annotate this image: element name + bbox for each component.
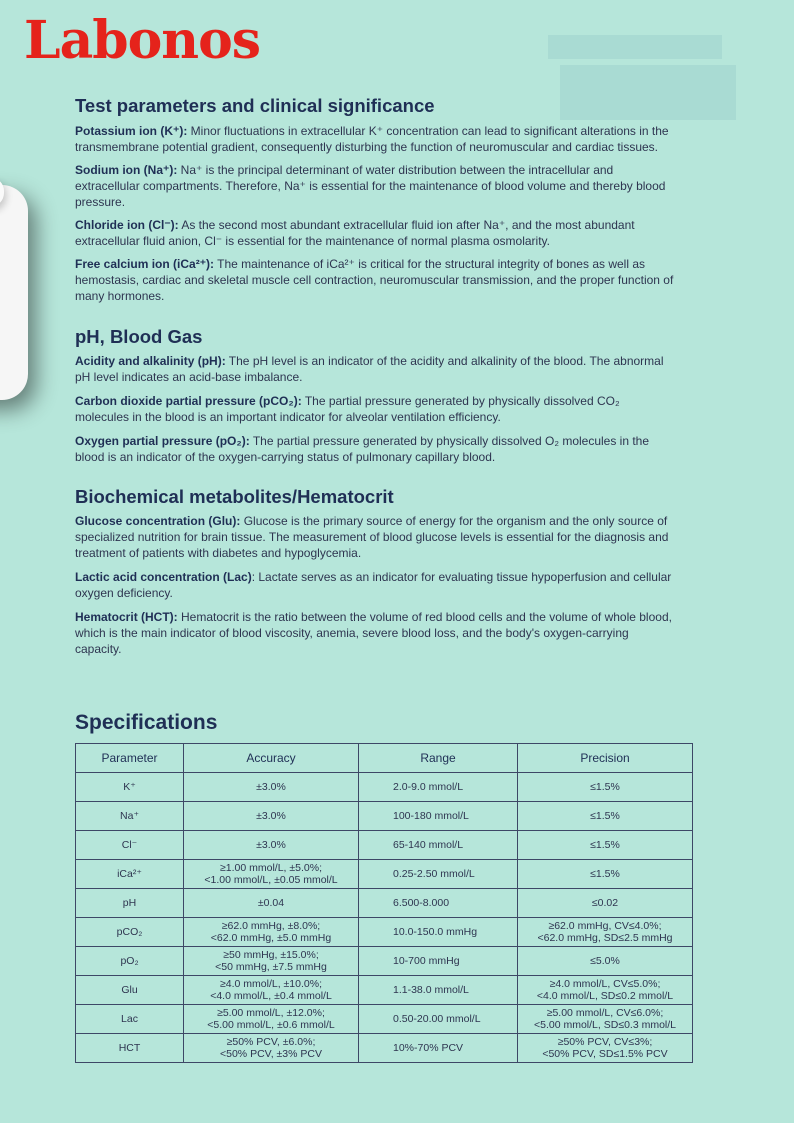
cell-range: 65-140 mmol/L	[359, 831, 518, 860]
cell-range: 10-700 mmHg	[359, 947, 518, 976]
cell-accuracy-line: <4.0 mmol/L, ±0.4 mmol/L	[210, 990, 332, 1002]
cell-precision	[518, 831, 693, 860]
section-title: Biochemical metabolites/Hematocrit	[75, 486, 394, 507]
brand-logo: Labonos	[24, 10, 261, 71]
term-description: As the second most abundant extracellular fluid ion after Na⁺, and the most abundant extracellular fluid anion, Cl⁻ is essential for the maintenance of normal plasma osmolarity.	[75, 218, 635, 248]
cell-precision	[518, 802, 693, 831]
cell-accuracy-line: ±3.0%	[256, 781, 286, 793]
term-description: : Lactate serves as an indicator for evaluating tissue hypoperfusion and cellular oxygen deficiency.	[75, 570, 672, 600]
section-test-parameters	[75, 93, 675, 304]
cell-accuracy-line: ±3.0%	[256, 839, 286, 851]
cell-accuracy	[184, 1005, 359, 1034]
cell-accuracy	[184, 860, 359, 889]
cell-precision-line: ≥50% PCV, CV≤3%;	[557, 1036, 653, 1048]
cell-precision-line: <4.0 mmol/L, SD≤0.2 mmol/L	[536, 990, 674, 1002]
term-label: Acidity and alkalinity (pH):	[75, 354, 226, 368]
cell-parameter: pH	[76, 889, 184, 918]
section-title: Test parameters and clinical significance	[75, 95, 435, 116]
cell-accuracy-line: <50% PCV, ±3% PCV	[220, 1048, 322, 1060]
cell-parameter: Glu	[76, 976, 184, 1005]
table-row	[76, 1005, 693, 1034]
table-body	[76, 773, 693, 1063]
header-precision: Precision	[518, 744, 693, 773]
cell-range: 2.0-9.0 mmol/L	[359, 773, 518, 802]
cell-precision-line: ≤1.5%	[590, 781, 620, 793]
cell-precision-line: ≤5.0%	[590, 955, 620, 967]
term-label: Hematocrit (HCT):	[75, 610, 178, 624]
section-title: pH, Blood Gas	[75, 326, 203, 347]
table-row	[76, 976, 693, 1005]
table-row	[76, 918, 693, 947]
cell-parameter: iCa²⁺	[76, 860, 184, 889]
term-description: Hematocrit is the ratio between the volume of red blood cells and the volume of whole blood, which is the main indicator of blood viscosity, anemia, severe blood loss, and the body's oxygen-carrying capacity.	[75, 610, 672, 656]
cell-parameter: pCO₂	[76, 918, 184, 947]
term-description: The maintenance of iCa²⁺ is critical for the structural integrity of bones as well as hemostasis, cardiac and skeletal muscle cell contraction, neuromuscular transmission, and the proper function of many hormones.	[75, 257, 674, 303]
specifications-table	[75, 743, 693, 1063]
cell-accuracy	[184, 802, 359, 831]
cell-range: 100-180 mmol/L	[359, 802, 518, 831]
cell-accuracy-line: ≥4.0 mmol/L, ±10.0%;	[220, 978, 322, 990]
cell-range: 1.1-38.0 mmol/L	[359, 976, 518, 1005]
cell-precision	[518, 860, 693, 889]
cell-accuracy	[184, 773, 359, 802]
table-row	[76, 947, 693, 976]
cell-accuracy	[184, 1034, 359, 1063]
term-label: Free calcium ion (iCa²⁺):	[75, 257, 215, 271]
cell-accuracy-line: ≥1.00 mmol/L, ±5.0%;	[220, 862, 322, 874]
cell-precision	[518, 918, 693, 947]
term-description: Na⁺ is the principal determinant of water distribution between the intracellular and extracellular compartments. Therefore, Na⁺ is essential for the maintenance of blood volume and thereby blood pressure.	[75, 163, 666, 209]
cell-accuracy-line: ≥5.00 mmol/L, ±12.0%;	[217, 1007, 325, 1019]
cell-precision-line: ≤1.5%	[590, 868, 620, 880]
table-row	[76, 831, 693, 860]
paragraph-lactate	[75, 569, 675, 601]
specifications-title: Specifications	[75, 711, 218, 734]
section-biochemical	[75, 484, 675, 657]
term-label: Chloride ion (Cl⁻):	[75, 218, 179, 232]
table-row	[76, 889, 693, 918]
table-row	[76, 802, 693, 831]
paragraph-calcium	[75, 256, 675, 304]
cell-precision-line: ≥5.00 mmol/L, CV≤6.0%;	[546, 1007, 664, 1019]
analyzer-device-image	[0, 185, 28, 400]
cell-parameter: Cl⁻	[76, 831, 184, 860]
cell-precision-line: <62.0 mmHg, SD≤2.5 mmHg	[537, 932, 673, 944]
paragraph-ph	[75, 353, 675, 385]
paragraph-pco2	[75, 393, 675, 425]
cell-accuracy	[184, 976, 359, 1005]
paragraph-hematocrit	[75, 609, 675, 657]
cell-range: 0.25-2.50 mmol/L	[359, 860, 518, 889]
cell-precision	[518, 1034, 693, 1063]
header-decor-block	[548, 35, 722, 59]
cell-precision	[518, 1005, 693, 1034]
cell-precision-line: ≥62.0 mmHg, CV≤4.0%;	[548, 920, 662, 932]
cell-accuracy-line: ≥50% PCV, ±6.0%;	[226, 1036, 316, 1048]
cell-accuracy-line: ≥62.0 mmHg, ±8.0%;	[221, 920, 321, 932]
cell-accuracy-line: ±0.04	[257, 897, 285, 909]
header-range: Range	[359, 744, 518, 773]
term-description: The partial pressure generated by physically dissolved CO₂ molecules in the blood is an important indicator for alveolar ventilation efficiency.	[75, 394, 620, 424]
cell-accuracy-line: <50 mmHg, ±7.5 mmHg	[215, 961, 327, 973]
cell-range: 10%-70% PCV	[359, 1034, 518, 1063]
cell-accuracy-line: <1.00 mmol/L, ±0.05 mmol/L	[204, 874, 338, 886]
paragraph-glucose	[75, 513, 675, 561]
cell-range: 10.0-150.0 mmHg	[359, 918, 518, 947]
term-label: Oxygen partial pressure (pO₂):	[75, 434, 250, 448]
table-row	[76, 860, 693, 889]
table-row	[76, 773, 693, 802]
paragraph-chloride	[75, 217, 675, 249]
section-ph-blood-gas	[75, 324, 675, 465]
term-description: The pH level is an indicator of the acidity and alkalinity of the blood. The abnormal pH level indicates an acid-base imbalance.	[75, 354, 664, 384]
cell-parameter: HCT	[76, 1034, 184, 1063]
cell-accuracy	[184, 831, 359, 860]
paragraph-potassium	[75, 123, 675, 155]
cell-accuracy	[184, 889, 359, 918]
cell-precision-line: <50% PCV, SD≤1.5% PCV	[542, 1048, 668, 1060]
cell-accuracy	[184, 947, 359, 976]
cell-precision-line: ≤1.5%	[590, 839, 620, 851]
cell-precision-line: ≥4.0 mmol/L, CV≤5.0%;	[549, 978, 661, 990]
cell-precision	[518, 889, 693, 918]
cell-parameter: Lac	[76, 1005, 184, 1034]
header-accuracy: Accuracy	[184, 744, 359, 773]
table-header-row	[76, 744, 693, 773]
table-row	[76, 1034, 693, 1063]
cell-accuracy-line: <62.0 mmHg, ±5.0 mmHg	[210, 932, 332, 944]
term-label: Glucose concentration (Glu):	[75, 514, 241, 528]
term-label: Potassium ion (K⁺):	[75, 124, 188, 138]
cell-precision-line: ≤1.5%	[590, 810, 620, 822]
cell-precision	[518, 947, 693, 976]
cell-precision	[518, 976, 693, 1005]
paragraph-sodium	[75, 162, 675, 210]
cell-range: 0.50-20.00 mmol/L	[359, 1005, 518, 1034]
main-content	[75, 93, 675, 665]
header-parameter: Parameter	[76, 744, 184, 773]
cell-accuracy-line: ≥50 mmHg, ±15.0%;	[223, 949, 319, 961]
device-top-cap	[0, 177, 4, 207]
paragraph-po2	[75, 433, 675, 465]
cell-parameter: Na⁺	[76, 802, 184, 831]
cell-range: 6.500-8.000	[359, 889, 518, 918]
term-label: Sodium ion (Na⁺):	[75, 163, 178, 177]
term-label: Carbon dioxide partial pressure (pCO₂):	[75, 394, 302, 408]
cell-parameter: pO₂	[76, 947, 184, 976]
cell-precision	[518, 773, 693, 802]
term-description: Glucose is the primary source of energy for the organism and the only source of specialized nutrition for brain tissue. The measurement of blood glucose levels is essential for the diagnosis and treatment of patients with diabetes and hypoglycemia.	[75, 514, 669, 560]
cell-accuracy-line: <5.00 mmol/L, ±0.6 mmol/L	[207, 1019, 335, 1031]
cell-precision-line: <5.00 mmol/L, SD≤0.3 mmol/L	[533, 1019, 677, 1031]
term-label: Lactic acid concentration (Lac)	[75, 570, 252, 584]
cell-accuracy-line: ±3.0%	[256, 810, 286, 822]
term-description: The partial pressure generated by physically dissolved O₂ molecules in the blood is an indicator of the oxygen-carrying status of pulmonary capillary blood.	[75, 434, 650, 464]
cell-parameter: K⁺	[76, 773, 184, 802]
term-description: Minor fluctuations in extracellular K⁺ concentration can lead to significant alterations in the transmembrane potential gradient, consequently disturbing the function of neuromuscular and cardiac tissues.	[75, 124, 669, 154]
cell-precision-line: ≤0.02	[591, 897, 619, 909]
cell-accuracy	[184, 918, 359, 947]
